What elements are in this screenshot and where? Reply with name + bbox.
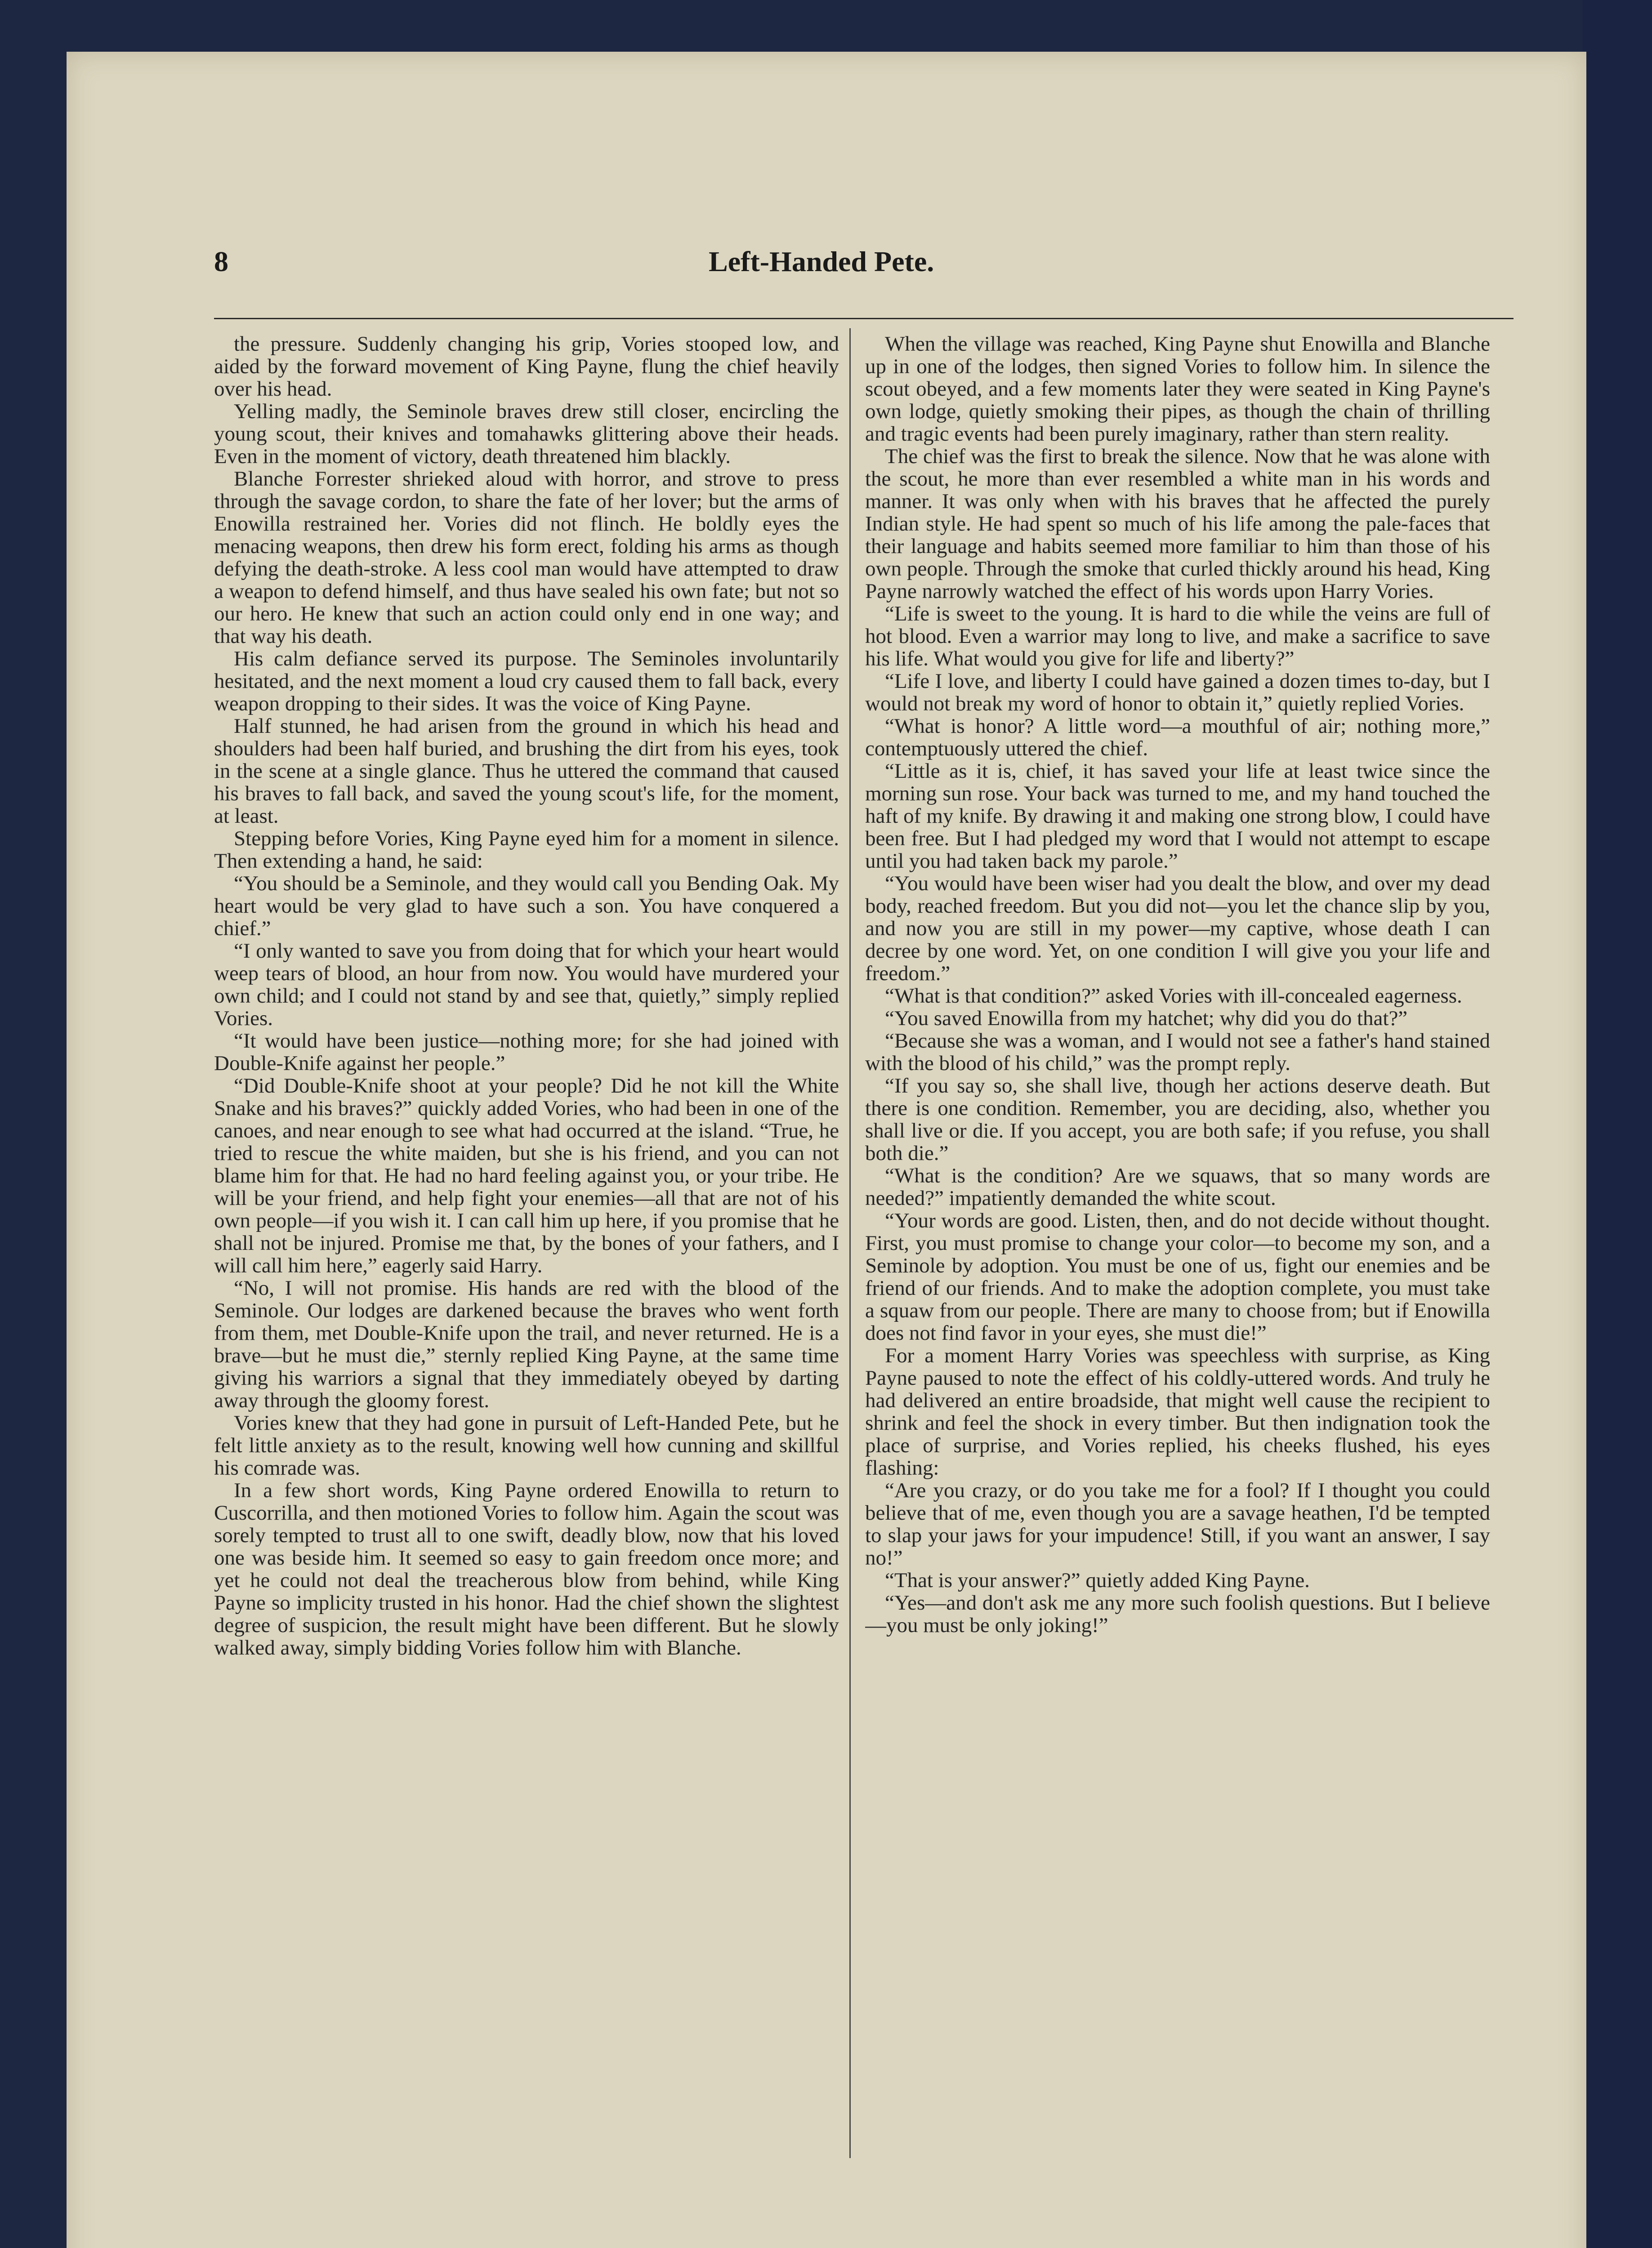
paragraph: Half stunned, he had arisen from the ground in which his head and shoulders had been half buried, and brushing the dirt from his eyes, took in the scene at a single glance. Thus he uttered the command that caused his braves to fall back, and saved the young scout's life, for the moment, at least. (214, 714, 839, 828)
paragraph: “No, I will not promise. His hands are red with the blood of the Seminole. Our lodges are darkened because the braves who went forth from them, met Double-Knife upon the trail, and never returned. He is a brave—but he must die,” sternly replied King Payne, at the same time giving his warriors a signal that they immediately obeyed by darting away through the gloomy forest. (214, 1276, 839, 1412)
paragraph: “Did Double-Knife shoot at your people? Did he not kill the White Snake and his braves?” quickly added Vories, who had been in one of the canoes, and near enough to see what had occurred at the island. “True, he tried to rescue the white maiden, but she is his friend, and you can not blame him for that. He had no hard feeling against you, or your tribe. He will be your friend, and help fight your enemies—all that are not of his own people—if you wish it. I can call him up here, if you promise that he shall not be injured. Promise me that, by the bones of your fathers, and I will call him here,” eagerly said Harry. (214, 1074, 839, 1277)
paragraph: In a few short words, King Payne ordered Enowilla to return to Cuscorrilla, and then motioned Vories to follow him. Again the scout was sorely tempted to trust all to one swift, deadly blow, now that his loved one was beside him. It seemed so easy to gain freedom once more; and yet he could not deal the treacherous blow from behind, while King Payne so implicity trusted in his honor. Had the chief shown the slightest degree of suspicion, the result might have been different. But he slowly walked away, simply bidding Vories follow him with Blanche. (214, 1479, 839, 1659)
paragraph: “Your words are good. Listen, then, and do not decide without thought. First, you must promise to change your color—to become my son, and a Seminole by adoption. You must be one of us, fight our enemies and be friend of our friends. And to make the adoption complete, you must take a squaw from our people. There are many to choose from; but if Enowilla does not find favor in your eyes, she must die!” (865, 1209, 1490, 1345)
right-column (865, 333, 1490, 2181)
paragraph: “You saved Enowilla from my hatchet; why did you do that?” (885, 1007, 1408, 1030)
paragraph: “Are you crazy, or do you take me for a fool? If I thought you could believe that of me, even though you are a savage heathen, I'd be tempted to slap your jaws for your impudence! Still, if you want an answer, I say no!” (865, 1479, 1490, 1570)
book-page (67, 52, 1586, 2248)
page-header (214, 223, 1514, 317)
paragraph: For a moment Harry Vories was speechless with surprise, as King Payne paused to note the effect of his coldly-uttered words. And truly he had delivered an entire broadside, that might well cause the recipient to shrink and feel the shock in every timber. But then indignation took the place of surprise, and Vories replied, his cheeks flushed, his eyes flashing: (865, 1344, 1490, 1480)
paragraph: “You should be a Seminole, and they would call you Bending Oak. My heart would be very glad to have such a son. You have conquered a chief.” (214, 872, 839, 940)
paragraph: the pressure. Suddenly changing his grip, Vories stooped low, and aided by the forward movement of King Payne, flung the chief heavily over his head. (214, 333, 839, 401)
paragraph: “What is the condition? Are we squaws, that so many words are needed?” impatiently demanded the white scout. (865, 1164, 1490, 1210)
paragraph: “What is that condition?” asked Vories with ill-concealed eagerness. (885, 984, 1462, 1008)
column-divider (849, 328, 851, 2158)
paragraph: Blanche Forrester shrieked aloud with horror, and strove to press through the savage cordon, to share the fate of her lover; but the arms of Enowilla restrained her. Vories did not flinch. He boldly eyes the menacing weapons, then drew his form erect, folding his arms as though defying the death-stroke. A less cool man would have attempted to draw a weapon to defend himself, and thus have sealed his own fate; but not so our hero. He knew that such an action could only end in one way; and that way his death. (214, 467, 839, 648)
paragraph: Yelling madly, the Seminole braves drew still closer, encircling the young scout, their knives and tomahawks glittering above their heads. Even in the moment of victory, death threatened him blackly. (214, 400, 839, 468)
left-column (214, 333, 839, 2181)
paragraph: “Life is sweet to the young. It is hard to die while the veins are full of hot blood. Even a warrior may long to live, and make a sacrifice to save his life. What would you give for life and liberty?” (865, 602, 1490, 670)
paragraph: “What is honor? A little word—a mouthful of air; nothing more,” contemptuously uttered the chief. (865, 714, 1490, 760)
paragraph: “You would have been wiser had you dealt the blow, and over my dead body, reached freedom. But you did not—you let the chance slip by you, and now you are still in my power—my captive, whose death I can decree by one word. Yet, on one condition I will give you your life and freedom.” (865, 872, 1490, 985)
paragraph: “Yes—and don't ask me any more such foolish questions. But I believe—you must be only joking!” (865, 1591, 1490, 1637)
paragraph: “Little as it is, chief, it has saved your life at least twice since the morning sun rose. Your back was turned to me, and my hand touched the haft of my knife. By drawing it and making one strong blow, I could have been free. But I had pledged my word that I would not attempt to escape until you had taken back my parole.” (865, 759, 1490, 873)
paragraph: The chief was the first to break the silence. Now that he was alone with the scout, he more than ever resembled a white man in his words and manner. It was only when with his braves that he affected the purely Indian style. He had spent so much of his life among the pale-faces that their language and habits seemed more familiar to him than those of his own people. Through the smoke that curled thickly around his head, King Payne narrowly watched the effect of his words upon Harry Vories. (865, 445, 1490, 603)
running-title: Left-Handed Pete. (709, 245, 934, 277)
header-rule (214, 318, 1514, 319)
paragraph: When the village was reached, King Payne shut Enowilla and Blanche up in one of the lodges, then signed Vories to follow him. In silence the scout obeyed, and a few moments later they were seated in King Payne's own lodge, quietly smoking their pipes, as though the chain of thrilling and tragic events had been purely imaginary, rather than stern reality. (865, 333, 1490, 446)
paragraph: Stepping before Vories, King Payne eyed him for a moment in silence. Then extending a hand, he said: (214, 827, 839, 873)
page-number: 8 (214, 245, 228, 277)
paragraph: Vories knew that they had gone in pursuit of Left-Handed Pete, but he felt little anxiety as to the result, knowing well how cunning and skillful his comrade was. (214, 1411, 839, 1480)
paragraph: His calm defiance served its purpose. The Seminoles involuntarily hesitated, and the next moment a loud cry caused them to fall back, every weapon dropping to their sides. It was the voice of King Payne. (214, 647, 839, 715)
paragraph: “That is your answer?” quietly added King Payne. (885, 1569, 1310, 1592)
paragraph: “I only wanted to save you from doing that for which your heart would weep tears of blood, an hour from now. You would have murdered your own child; and I could not stand by and see that, quietly,” simply replied Vories. (214, 939, 839, 1030)
paragraph: “Because she was a woman, and I would not see a father's hand stained with the blood of his child,” was the prompt reply. (865, 1029, 1490, 1075)
paragraph: “It would have been justice—nothing more; for she had joined with Double-Knife against her people.” (214, 1029, 839, 1075)
background-strip (1583, 0, 1652, 2248)
paragraph: “Life I love, and liberty I could have gained a dozen times to-day, but I would not break my word of honor to obtain it,” quietly replied Vories. (865, 669, 1490, 715)
paragraph: “If you say so, she shall live, though her actions deserve death. But there is one condition. Remember, you are deciding, also, whether you shall live or die. If you accept, you are both safe; if you refuse, you shall both die.” (865, 1074, 1490, 1165)
